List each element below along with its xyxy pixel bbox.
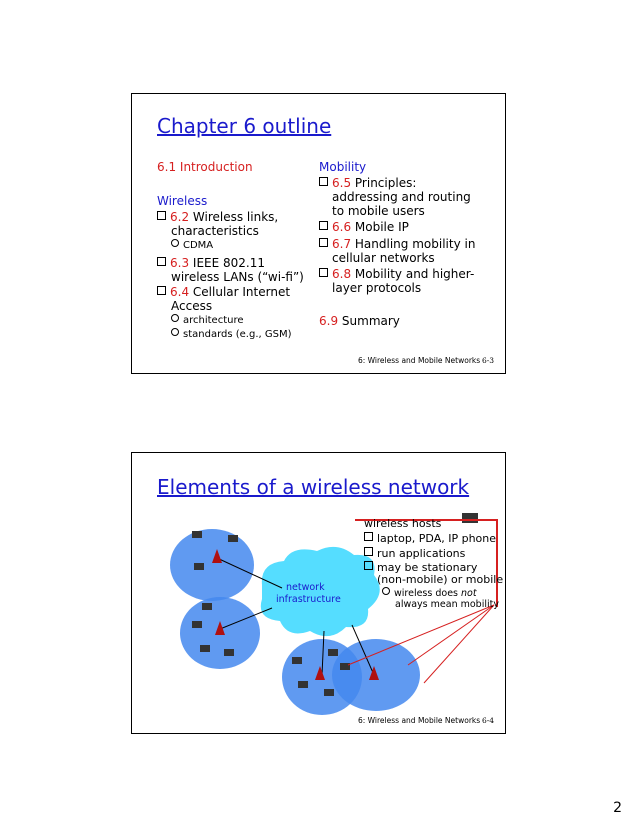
outline-6-1: 6.1 Introduction (157, 160, 253, 174)
laptop-icon (194, 563, 204, 570)
circle-bullet-icon (171, 314, 179, 322)
square-bullet-icon (319, 268, 328, 277)
outline-6-9: 6.9 Summary (319, 314, 400, 328)
laptop-icon (340, 663, 350, 670)
slide-chapter-outline (131, 93, 506, 374)
slide-number: 6-3 (482, 356, 495, 365)
square-bullet-icon (364, 547, 373, 556)
cloud-label-1: network (286, 582, 325, 593)
slide-footer: 6: Wireless and Mobile Networks (358, 356, 481, 365)
laptop-icon (200, 645, 210, 652)
square-bullet-icon (319, 221, 328, 230)
circle-bullet-icon (171, 239, 179, 247)
square-bullet-icon (157, 286, 166, 295)
cell-coverage-1 (170, 529, 254, 601)
slide-number: 6-4 (482, 716, 495, 725)
outline-6-7-cont: cellular networks (332, 251, 435, 265)
hosts-item-3-cont: (non-mobile) or mobile (377, 573, 504, 586)
square-bullet-icon (157, 257, 166, 266)
outline-6-3: 6.3 IEEE 802.11 (157, 256, 265, 270)
laptop-icon (192, 531, 202, 538)
outline-standards: standards (e.g., GSM) (171, 328, 292, 342)
outline-6-5-cont1: addressing and routing (332, 190, 471, 204)
laptop-icon (324, 689, 334, 696)
outline-6-4: 6.4 Cellular Internet (157, 285, 290, 299)
outline-mobility-heading: Mobility (319, 160, 367, 174)
laptop-icon (228, 535, 238, 542)
outline-6-4-cont: Access (171, 299, 213, 313)
square-bullet-icon (157, 211, 166, 220)
circle-bullet-icon (382, 587, 390, 595)
outline-6-2: 6.2 Wireless links, (157, 210, 278, 224)
outline-6-7: 6.7 Handling mobility in (319, 237, 475, 251)
hosts-title: wireless hosts (364, 517, 442, 530)
laptop-icon (292, 657, 302, 664)
square-bullet-icon (319, 238, 328, 247)
outline-6-2-cont: characteristics (171, 224, 259, 238)
hosts-item-2: run applications (364, 547, 465, 561)
arrow-line (424, 605, 494, 683)
outline-6-3-cont: wireless LANs (“wi-fi”) (171, 270, 304, 284)
laptop-icon (224, 649, 234, 656)
slide-footer: 6: Wireless and Mobile Networks (358, 716, 481, 725)
outline-wireless-heading: Wireless (157, 194, 208, 208)
square-bullet-icon (364, 532, 373, 541)
cloud-label-2: infrastructure (276, 594, 341, 605)
outline-6-5-cont2: to mobile users (332, 204, 425, 218)
outline-6-8: 6.8 Mobility and higher- (319, 267, 474, 281)
outline-cdma: CDMA (171, 239, 213, 253)
circle-bullet-icon (171, 328, 179, 336)
slide-title: Elements of a wireless network (157, 475, 470, 499)
square-bullet-icon (364, 561, 373, 570)
outline-architecture: architecture (171, 314, 244, 328)
outline-6-8-cont: layer protocols (332, 281, 422, 295)
laptop-icon (192, 621, 202, 628)
square-bullet-icon (319, 177, 328, 186)
hosts-item-1: laptop, PDA, IP phone (364, 532, 496, 546)
hosts-item-3: may be stationary (364, 561, 477, 575)
outline-6-5: 6.5 Principles: (319, 176, 416, 190)
slide-title: Chapter 6 outline (157, 114, 332, 138)
hosts-sub-cont: always mean mobility (395, 599, 499, 610)
outline-6-6: 6.6 Mobile IP (319, 220, 409, 234)
laptop-icon (298, 681, 308, 688)
laptop-icon (202, 603, 212, 610)
page-number: 2 (613, 800, 622, 816)
slide-wireless-elements (131, 452, 506, 734)
laptop-icon (328, 649, 338, 656)
hosts-sub: wireless does not (382, 587, 477, 601)
